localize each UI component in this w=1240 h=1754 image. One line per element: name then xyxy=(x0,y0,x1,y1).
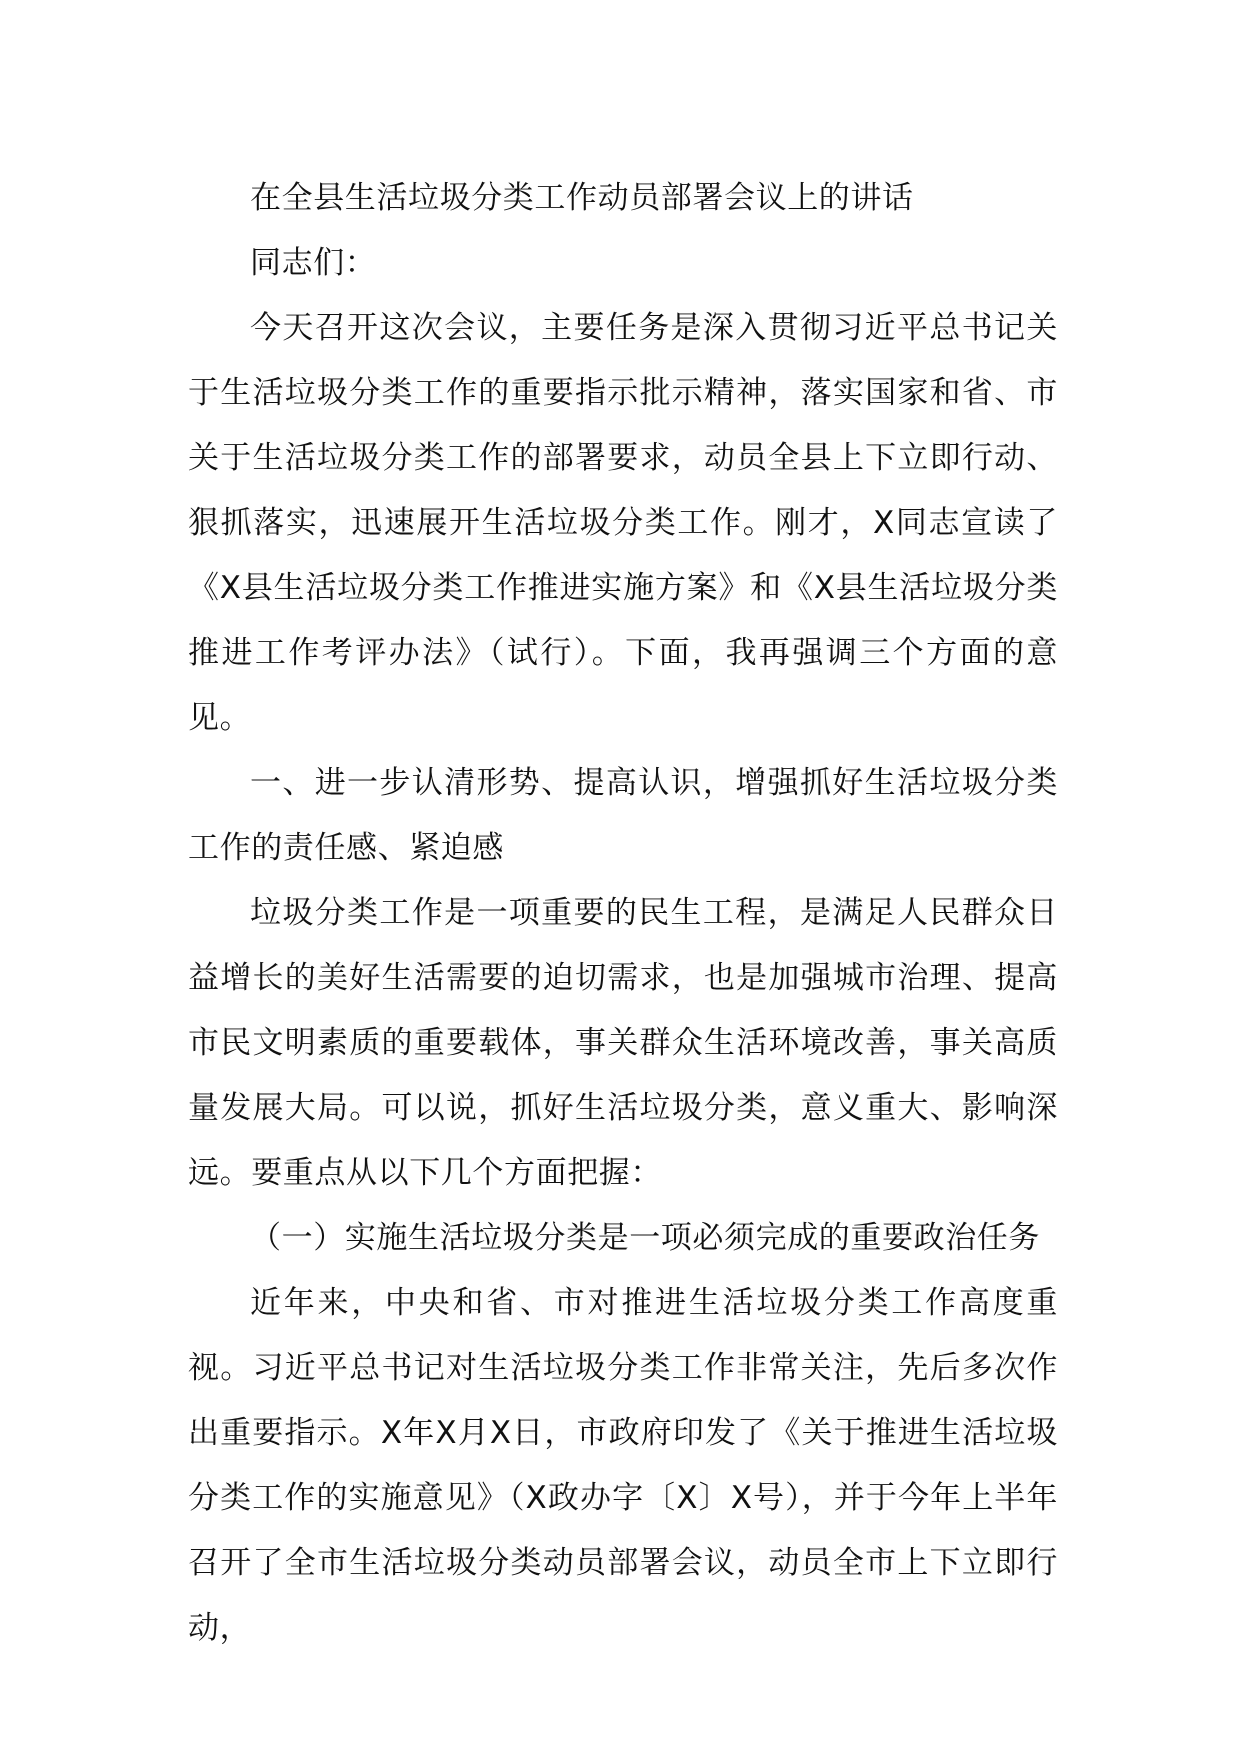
document-body xyxy=(188,166,1058,1661)
section-heading-1: 一、进一步认清形势、提高认识，增强抓好生活垃圾分类工作的责任感、紧迫感 xyxy=(188,765,1058,866)
paragraph-background: 近年来，中央和省、市对推进生活垃圾分类工作高度重视。习近平总书记对生活垃圾分类工作非常关注，先后多次作出重要指示。X年X月X日，市政府印发了《关于推进生活垃圾分类工作的实施意见》（X政办字〔X〕X号），并于今年上半年召开了全市生活垃圾分类动员部署会议，动员全市上下立即行动， xyxy=(188,1285,1058,1646)
subsection-heading-1: （一）实施生活垃圾分类是一项必须完成的重要政治任务 xyxy=(250,1220,1040,1256)
greeting: 同志们： xyxy=(250,245,377,281)
document-title: 在全县生活垃圾分类工作动员部署会议上的讲话 xyxy=(250,180,914,216)
paragraph-intro: 今天召开这次会议，主要任务是深入贯彻习近平总书记关于生活垃圾分类工作的重要指示批示精神，落实国家和省、市关于生活垃圾分类工作的部署要求，动员全县上下立即行动、狠抓落实，迅速展开生活垃圾分类工作。刚才，X同志宣读了《X县生活垃圾分类工作推进实施方案》和《X县生活垃圾分类推进工作考评办法》（试行）。下面，我再强调三个方面的意见。 xyxy=(188,310,1058,736)
paragraph-significance: 垃圾分类工作是一项重要的民生工程，是满足人民群众日益增长的美好生活需要的迫切需求，也是加强城市治理、提高市民文明素质的重要载体，事关群众生活环境改善，事关高质量发展大局。可以说，抓好生活垃圾分类，意义重大、影响深远。要重点从以下几个方面把握： xyxy=(188,895,1058,1191)
